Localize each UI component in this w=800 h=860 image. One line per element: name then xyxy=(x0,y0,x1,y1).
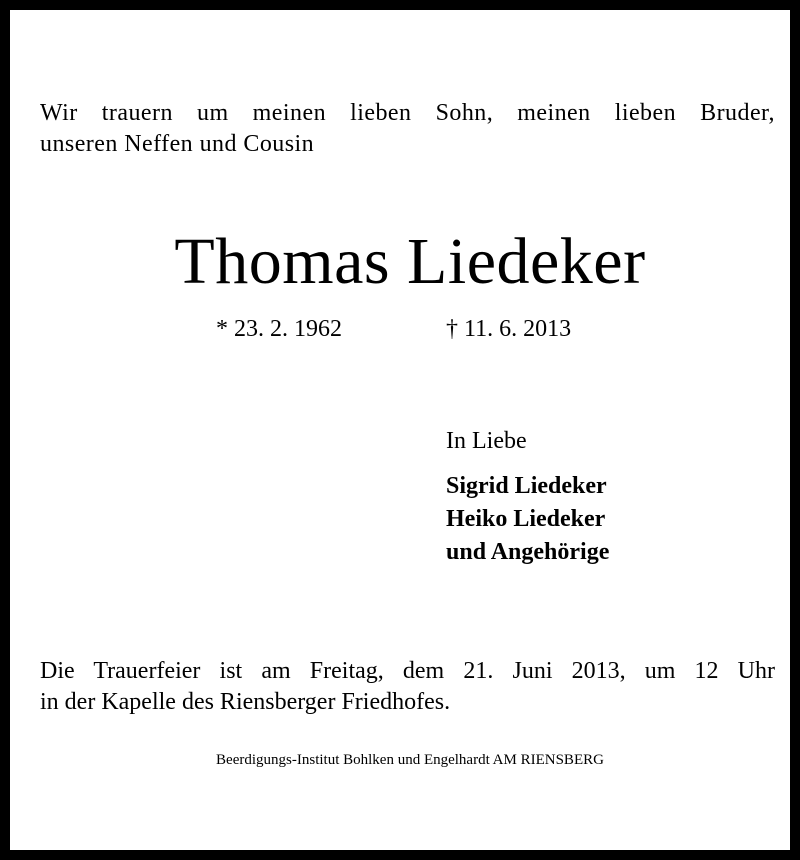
mourner-name: Heiko Liedeker xyxy=(446,506,606,532)
ceremony-line-1: Die Trauerfeier ist am Freitag, dem 21. Juni 2013, um 12 Uhr xyxy=(40,658,775,684)
mourners-block xyxy=(446,426,609,569)
intro-line-2: unseren Neffen und Cousin xyxy=(40,131,315,157)
mourner-name: und Angehörige xyxy=(446,539,610,565)
birth-date: * 23. 2. 1962 xyxy=(216,316,342,342)
death-date: † 11. 6. 2013 xyxy=(446,316,572,342)
in-liebe-heading: In Liebe xyxy=(446,428,527,454)
undertaker-footer: Beerdigungs-Institut Bohlken und Engelhardt AM RIENSBERG xyxy=(216,752,604,768)
intro-line-1: Wir trauern um meinen lieben Sohn, meinen lieben Bruder, xyxy=(40,100,775,126)
deceased-name: Thomas Liedeker xyxy=(174,225,646,298)
ceremony-info xyxy=(40,656,775,718)
mourner-name: Sigrid Liedeker xyxy=(446,473,607,499)
ceremony-line-2: in der Kapelle des Riensberger Friedhofes. xyxy=(40,689,451,715)
intro-text xyxy=(40,98,775,160)
